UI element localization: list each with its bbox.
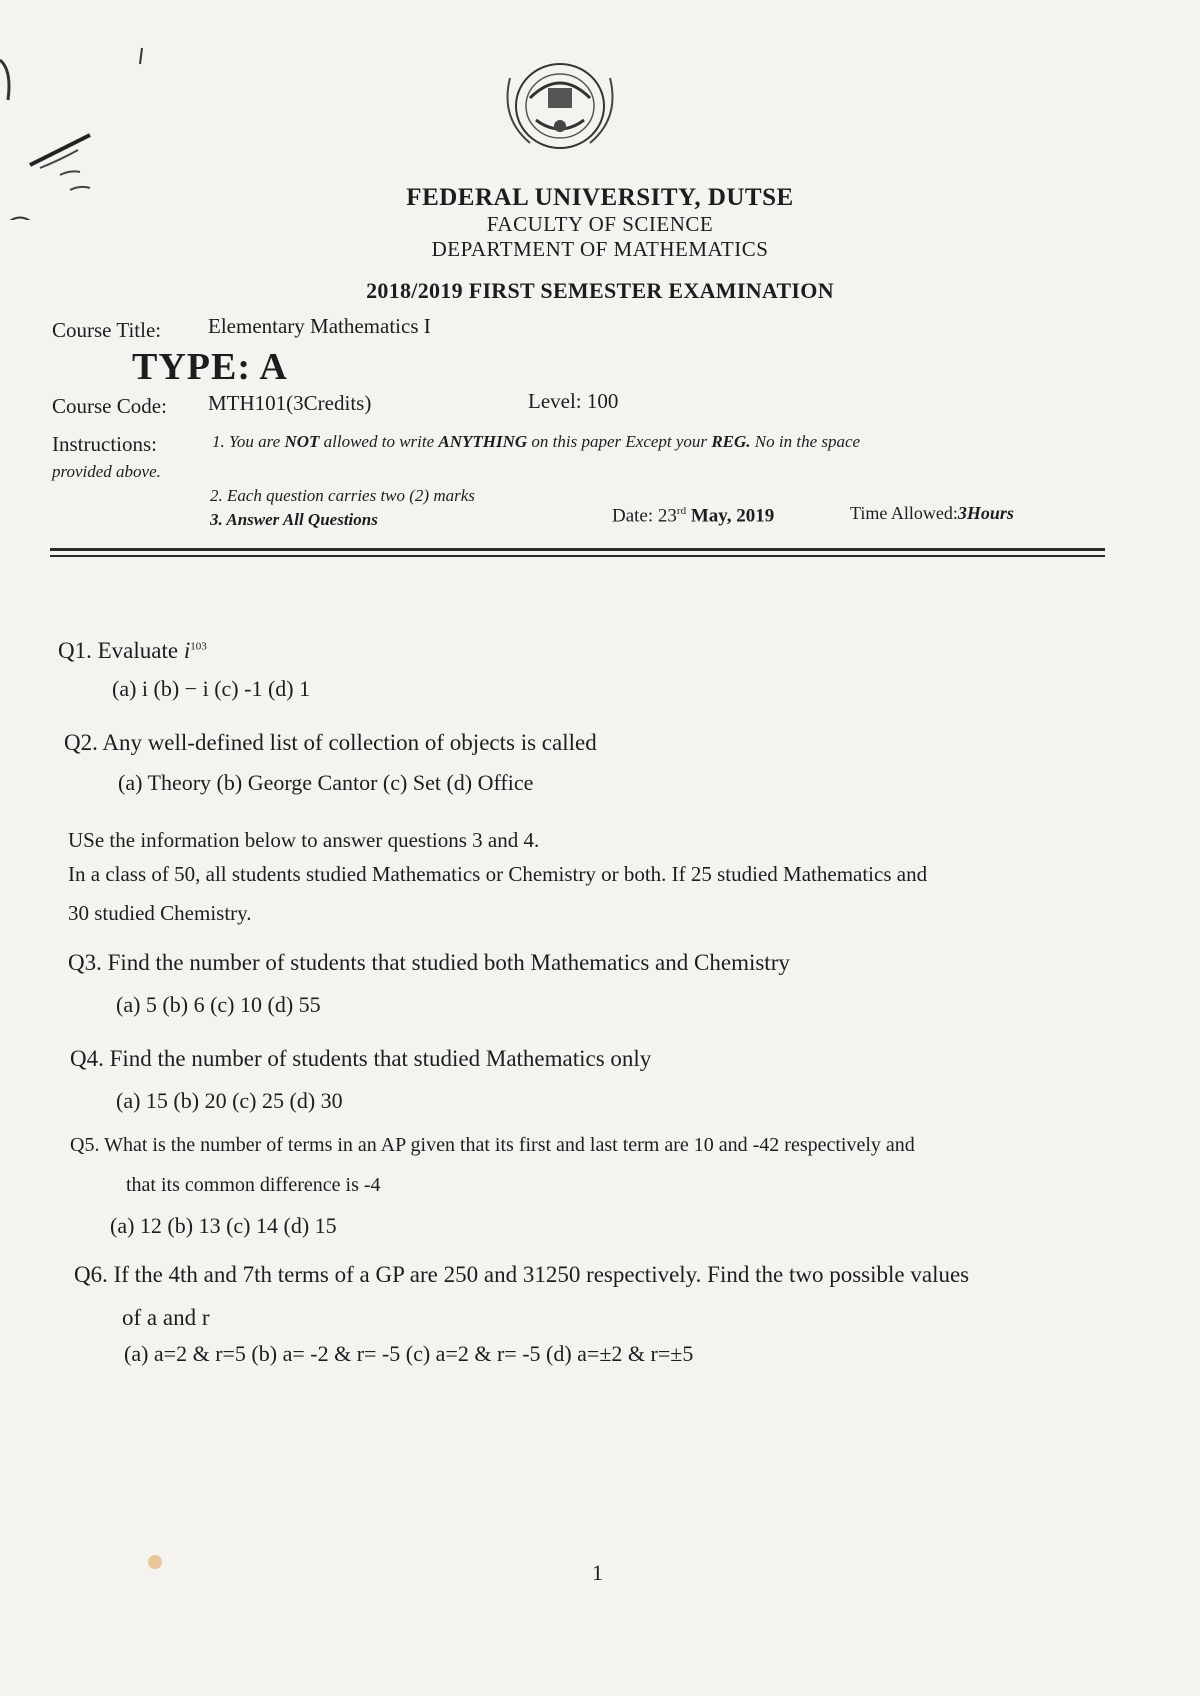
time-allowed: Time Allowed:3Hours — [850, 503, 1014, 523]
course-code-value: MTH101(3Credits) — [208, 391, 372, 415]
question-5-stem-continued: that its common difference is -4 — [126, 1174, 381, 1196]
course-code-label: Course Code: — [52, 394, 167, 418]
question-6-options: (a) a=2 & r=5 (b) a= -2 & r= -5 (c) a=2 & r= -5 (d) a=±2 & r=±5 — [124, 1341, 694, 1366]
course-title-label: Course Title: — [52, 318, 162, 342]
header-divider-thin — [50, 555, 1105, 557]
question-3-stem: Q3. Find the number of students that studied both Mathematics and Chemistry — [68, 950, 790, 975]
question-1-options: (a) i (b) − i (c) -1 (d) 1 — [112, 676, 311, 701]
instruction-item-1-continued: provided above. — [52, 462, 161, 481]
question-1-stem: Q1. Evaluate $i^{103}$ — [58, 638, 207, 663]
course-title-value: Elementary Mathematics I — [208, 314, 431, 338]
question-2-stem: Q2. Any well-defined list of collection of objects is called — [64, 730, 597, 755]
instructions-label: Instructions: — [52, 432, 157, 456]
page-number: 1 — [592, 1560, 603, 1585]
question-3-options: (a) 5 (b) 6 (c) 10 (d) 55 — [116, 992, 321, 1017]
university-name: FEDERAL UNIVERSITY, DUTSE — [406, 184, 794, 211]
instruction-item-3: 3. Answer All Questions — [210, 510, 378, 529]
question-6-stem-continued: of a and r — [122, 1305, 210, 1330]
instruction-item-1: 1. You are NOT allowed to write ANYTHING on this paper Except your REG. No in the space — [212, 432, 861, 451]
question-4-options: (a) 15 (b) 20 (c) 25 (d) 30 — [116, 1088, 343, 1113]
paper-stain — [148, 1555, 162, 1569]
exam-date: Date: 23rd May, 2019 — [612, 505, 775, 527]
question-4-stem: Q4. Find the number of students that studied Mathematics only — [70, 1046, 652, 1071]
question-5-options: (a) 12 (b) 13 (c) 14 (d) 15 — [110, 1213, 337, 1238]
info-line-3: 30 studied Chemistry. — [68, 901, 252, 925]
faculty-name: FACULTY OF SCIENCE — [486, 212, 714, 236]
info-line-2: In a class of 50, all students studied Mathematics or Chemistry or both. If 25 studied Mathematics and — [68, 862, 928, 886]
course-level: Level: 100 — [528, 389, 619, 413]
question-2-options: (a) Theory (b) George Cantor (c) Set (d) Office — [118, 770, 534, 795]
question-6-stem: Q6. If the 4th and 7th terms of a GP are 250 and 31250 respectively. Find the two possible values — [74, 1262, 970, 1287]
paper-type: TYPE: A — [132, 346, 288, 388]
header-divider-thick — [50, 548, 1105, 551]
instruction-item-2: 2. Each question carries two (2) marks — [210, 486, 475, 505]
exam-title: 2018/2019 FIRST SEMESTER EXAMINATION — [366, 278, 834, 303]
question-5-stem: Q5. What is the number of terms in an AP given that its first and last term are 10 and -42 respectively and — [70, 1134, 915, 1156]
info-line-1: USe the information below to answer questions 3 and 4. — [68, 828, 540, 852]
university-seal-logo — [500, 58, 620, 153]
department-name: DEPARTMENT OF MATHEMATICS — [431, 237, 769, 261]
